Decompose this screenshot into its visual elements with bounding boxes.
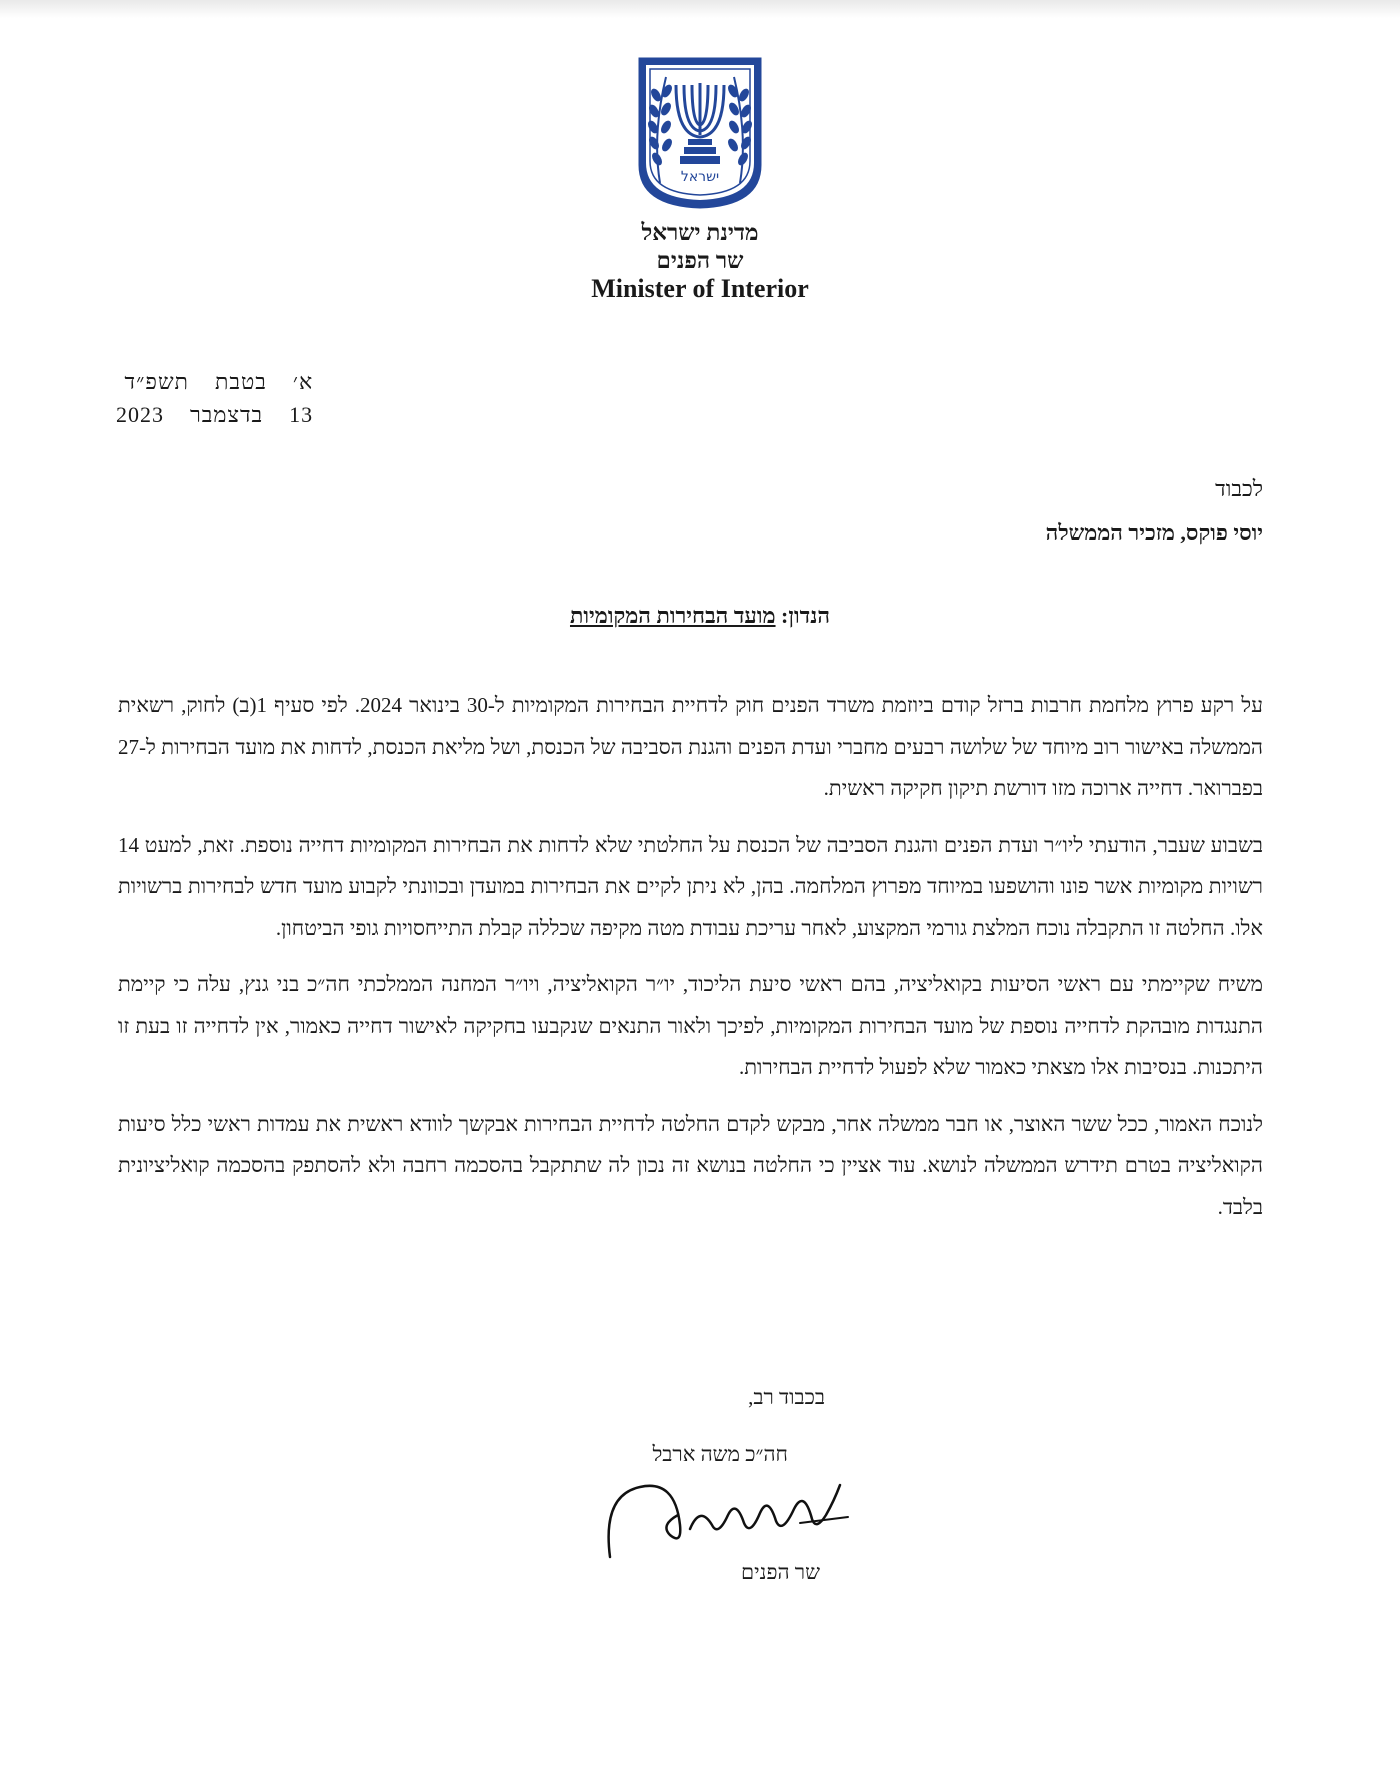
addressee bbox=[1046, 467, 1263, 555]
date-block bbox=[116, 365, 313, 431]
gregorian-date-year: 2023 bbox=[116, 402, 164, 427]
hebrew-date-year: תשפ״ד bbox=[124, 369, 189, 394]
signer-title: שר הפנים bbox=[741, 1560, 820, 1584]
country-name: מדינת ישראל bbox=[641, 220, 759, 245]
gregorian-date-day: 13 bbox=[289, 402, 314, 427]
closing-regards: בכבוד רב, bbox=[748, 1385, 825, 1409]
subject-prefix: הנדון: bbox=[781, 603, 830, 628]
body-paragraph: משיח שקיימתי עם ראשי הסיעות בקואליציה, בהם ראשי סיעת הליכוד, יו״ר הקואליציה, ויו״ר המחנה הממלכתי חה״כ בני גנץ, עלה כי קיימת התנגדות מובהקת לדחייה נוספת של מועד הבחירות המקומיות, לפיכך ולאור התנאים שנקבעו בחקיקה לאישור דחייה כאמור, אין לדחייה זו בעת זו היתכנות. בנסיבות אלו מצאתי כאמור שלא לפעול לדחיית הבחירות. bbox=[118, 972, 1263, 1079]
gregorian-date-month: בדצמבר bbox=[190, 402, 264, 427]
signer-name: חה״כ משה ארבל bbox=[652, 1442, 788, 1466]
body-paragraph: לנוכח האמור, ככל ששר האוצר, או חבר ממשלה אחר, מבקש לקדם החלטה לדחיית הבחירות אבקשך לוודא ראשית את עמדות ראשי כלל סיעות הקואליציה בטרם תידרש הממשלה לנושא. עוד אציין כי החלטה בנושא זה נכון לה שתתקבל בהסכמה רחבה ולא להסתפק בהסכמה קואליציונית בלבד. bbox=[118, 1111, 1263, 1219]
handwritten-signature bbox=[600, 1465, 870, 1565]
state-emblem-icon bbox=[636, 55, 764, 211]
recipient-name: יוסי פוקס, מזכיר הממשלה bbox=[1045, 520, 1263, 545]
body-paragraph: בשבוע שעבר, הודעתי ליו״ר ועדת הפנים והגנת הסביבה של הכנסת על החלטתי שלא לדחות את הבחירות המקומיות דחייה נוספת. זאת, למעט 14 רשויות מקומיות אשר פונו והושפעו במיוחד מפרוץ המלחמה. בהן, לא ניתן לקיים את הבחירות במועדן ובכוונתי לקבוע מועד חדש לבחירות ברשויות אלו. החלטה זו התקבלה נוכח המלצת גורמי המקצוע, לאחר עריכת עבודת מטה מקיפה שכללה קבלת התייחסויות גופי הביטחון. bbox=[118, 832, 1263, 940]
hebrew-date bbox=[116, 365, 313, 398]
subject-title: מועד הבחירות המקומיות bbox=[569, 603, 776, 628]
subject-line bbox=[0, 603, 1400, 629]
letterhead bbox=[0, 55, 1400, 303]
emblem-caption: ישראל bbox=[680, 169, 720, 185]
window-top-edge bbox=[0, 0, 1400, 18]
salutation: לכבוד bbox=[1215, 476, 1263, 501]
ministry-english: Minister of Interior bbox=[591, 274, 809, 303]
gregorian-date bbox=[116, 398, 313, 431]
letter-body bbox=[118, 685, 1263, 1243]
hebrew-date-month: בטבת bbox=[214, 369, 267, 394]
hebrew-date-day: א׳ bbox=[292, 369, 314, 394]
ministry-hebrew: שר הפנים bbox=[656, 248, 744, 273]
body-paragraph: על רקע פרוץ מלחמת חרבות ברזל קודם ביוזמת משרד הפנים חוק לדחיית הבחירות המקומיות ל-30 בינואר 2024. לפי סעיף 1(ב) לחוק, רשאית הממשלה באישור רוב מיוחד של שלושה רבעים מחברי ועדת הפנים והגנת הסביבה של הכנסת, ושל מליאת הכנסת, לדחות את מועד הבחירות ל-27 בפברואר. דחייה ארוכה מזו דורשת תיקון חקיקה ראשית. bbox=[118, 693, 1263, 800]
